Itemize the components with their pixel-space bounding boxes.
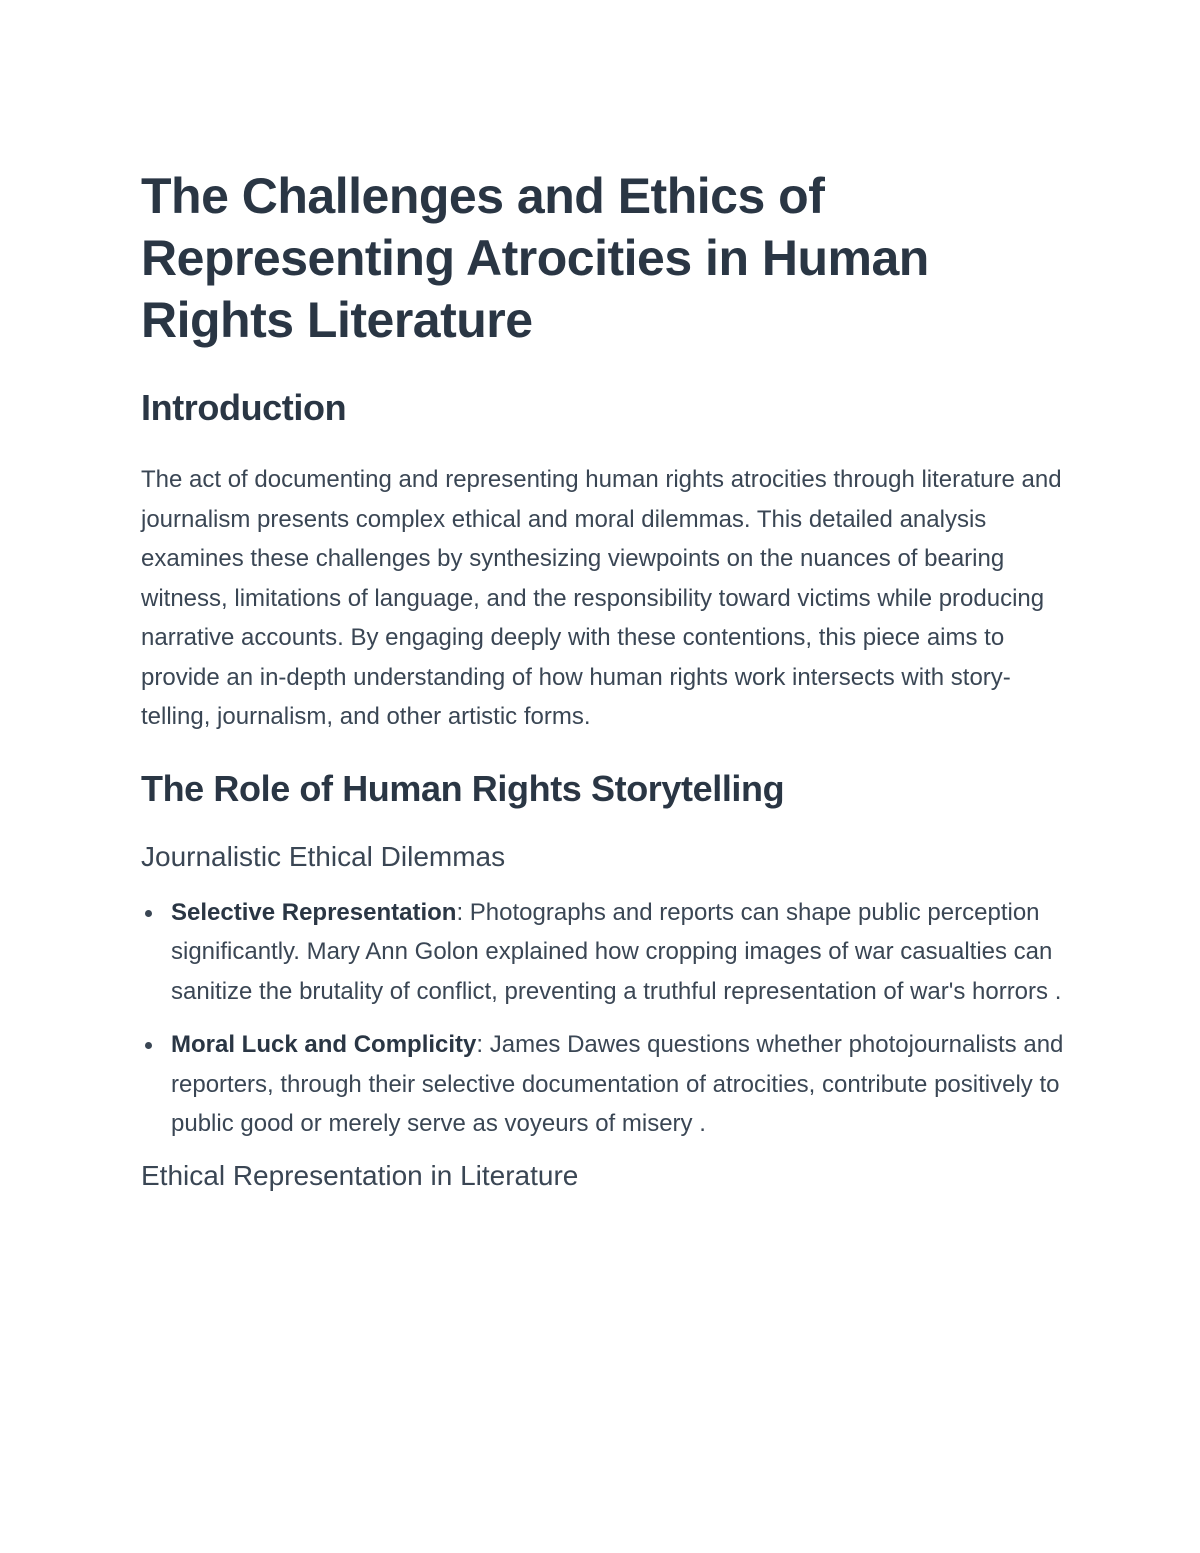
bullet-icon xyxy=(145,1042,152,1049)
introduction-paragraph: The act of documenting and representing human rights atrocities through literature and journalism presents complex ethical and moral dilemmas. This detailed analysis examines these challenges by synthesizing viewpoints on the nuances of bearing witness, limitations of language, and the responsibility toward victims while producing narrative accounts. By engaging deeply with these contentions, this piece aims to provide an in-depth understanding of how human rights work intersects with story-telling, journalism, and other artistic forms. xyxy=(141,466,1062,730)
subsection-heading-literature: Ethical Representation in Literature xyxy=(141,1159,579,1191)
list-item-term: Selective Representation xyxy=(171,898,457,926)
list-item xyxy=(141,1025,1066,1144)
list-item xyxy=(141,893,1066,1012)
section-heading-role: The Role of Human Rights Storytelling xyxy=(141,767,785,809)
list-item-text: : James Dawes questions whether photojournalists and reporters, through their selective documentation of atrocities, contribute positively to public good or merely serve as voyeurs of misery . xyxy=(171,1031,1064,1137)
list-item-text: : Photographs and reports can shape public perception significantly. Mary Ann Golon explained how cropping images of war casualties can sanitize the brutality of conflict, preventing a truthful representation of war's horrors . xyxy=(171,898,1062,1005)
document-title: The Challenges and Ethics of Representing Atrocities in Human Rights Literature xyxy=(141,168,929,348)
section-heading-introduction: Introduction xyxy=(141,387,347,428)
document-page xyxy=(141,165,1066,1194)
subsection-heading-journalistic: Journalistic Ethical Dilemmas xyxy=(141,840,506,872)
list-item-term: Moral Luck and Complicity xyxy=(171,1031,477,1058)
journalistic-dilemmas-list xyxy=(141,893,1066,1144)
bullet-icon xyxy=(145,910,152,917)
